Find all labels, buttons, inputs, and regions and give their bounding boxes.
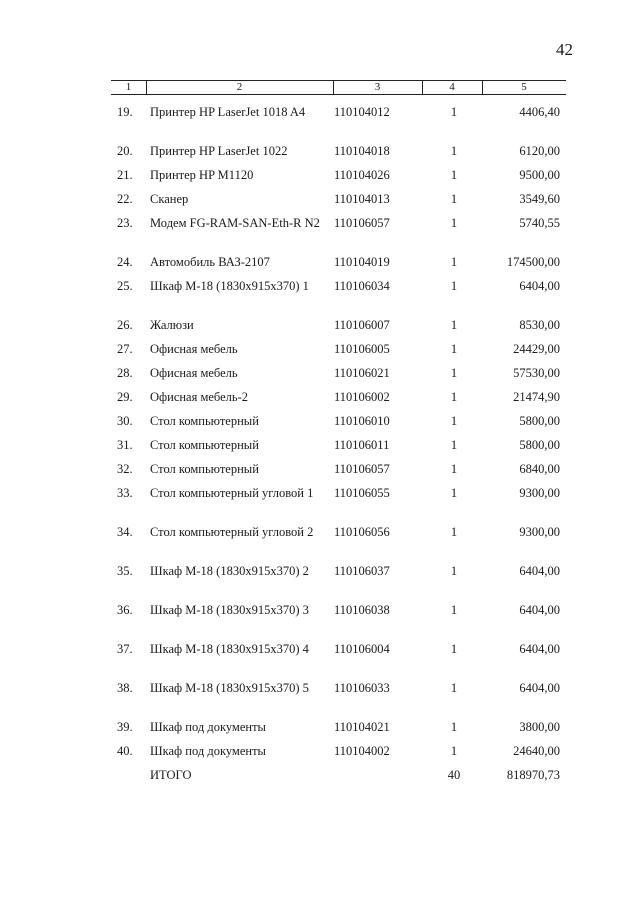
total-label: ИТОГО — [150, 768, 192, 782]
item-name: Шкаф М-18 (1830x915x370) 3 — [150, 603, 309, 617]
item-name: Стол компьютерный — [150, 438, 259, 452]
row-number: 33. — [117, 486, 133, 500]
amount: 6404,00 — [519, 681, 560, 695]
row-number: 27. — [117, 342, 133, 356]
amount: 6404,00 — [519, 279, 560, 293]
quantity: 1 — [450, 525, 458, 539]
header-col-3: 3 — [374, 81, 381, 93]
item-name: Стол компьютерный угловой 1 — [150, 486, 314, 500]
row-number: 40. — [117, 744, 133, 758]
inventory-code: 110106056 — [334, 525, 390, 539]
amount: 24429,00 — [513, 342, 560, 356]
table-row — [0, 105, 640, 144]
amount: 4406,40 — [519, 105, 560, 119]
table-row — [0, 366, 640, 390]
quantity: 1 — [450, 192, 458, 206]
quantity: 1 — [450, 414, 458, 428]
row-number: 39. — [117, 720, 133, 734]
item-name: Офисная мебель-2 — [150, 390, 249, 404]
quantity: 1 — [450, 105, 458, 119]
item-name: Жалюзи — [150, 318, 194, 332]
quantity: 1 — [450, 168, 458, 182]
amount: 6404,00 — [519, 564, 560, 578]
table-header — [111, 80, 566, 95]
inventory-code: 110104021 — [334, 720, 390, 734]
inventory-code: 110106010 — [334, 414, 390, 428]
inventory-code: 110106011 — [334, 438, 390, 452]
amount: 5800,00 — [519, 438, 560, 452]
table-row — [0, 390, 640, 414]
row-number: 35. — [117, 564, 133, 578]
amount: 3800,00 — [519, 720, 560, 734]
inventory-code: 110106007 — [334, 318, 390, 332]
inventory-code: 110106055 — [334, 486, 390, 500]
table-row — [0, 168, 640, 192]
row-number: 21. — [117, 168, 133, 182]
inventory-code: 110106057 — [334, 462, 390, 476]
amount: 6404,00 — [519, 642, 560, 656]
item-name: Сканер — [150, 192, 189, 206]
amount: 6120,00 — [519, 144, 560, 158]
header-col-4: 4 — [449, 81, 455, 93]
quantity: 1 — [450, 390, 458, 404]
amount: 5740,55 — [519, 216, 560, 230]
quantity: 1 — [450, 564, 458, 578]
item-name: Шкаф под документы — [150, 720, 266, 734]
amount: 174500,00 — [506, 255, 560, 269]
item-name: Принтер HP LaserJet 1022 — [150, 144, 288, 158]
item-name: Офисная мебель — [150, 366, 238, 380]
quantity: 1 — [450, 642, 458, 656]
table-row — [0, 144, 640, 168]
item-name: Стол компьютерный угловой 2 — [150, 525, 314, 539]
row-number: 26. — [117, 318, 133, 332]
table-row — [0, 681, 640, 720]
amount: 5800,00 — [519, 414, 560, 428]
item-name: Принтер HP M1120 — [150, 168, 254, 182]
item-name: Стол компьютерный — [150, 462, 259, 476]
inventory-code: 110104012 — [334, 105, 390, 119]
row-number: 32. — [117, 462, 133, 476]
inventory-code: 110106002 — [334, 390, 390, 404]
quantity: 1 — [450, 318, 458, 332]
row-number: 37. — [117, 642, 133, 656]
inventory-code: 110106057 — [334, 216, 390, 230]
table-row — [0, 486, 640, 525]
table-row — [0, 216, 640, 255]
item-name: Шкаф под документы — [150, 744, 266, 758]
table-row — [0, 744, 640, 768]
header-col-5: 5 — [521, 81, 527, 93]
row-number: 28. — [117, 366, 133, 380]
inventory-code: 110106037 — [334, 564, 390, 578]
inventory-code: 110106005 — [334, 342, 390, 356]
quantity: 1 — [450, 366, 458, 380]
row-number: 23. — [117, 216, 133, 230]
header-col-1: 1 — [125, 81, 132, 93]
inventory-code: 110106021 — [334, 366, 390, 380]
inventory-code: 110104013 — [334, 192, 390, 206]
row-number: 31. — [117, 438, 133, 452]
quantity: 1 — [450, 216, 458, 230]
row-number: 30. — [117, 414, 133, 428]
total-amount: 818970,73 — [506, 768, 560, 782]
table-row — [0, 564, 640, 603]
quantity: 1 — [450, 720, 458, 734]
quantity: 1 — [450, 279, 458, 293]
amount: 57530,00 — [513, 366, 560, 380]
item-name: Модем FG-RAM-SAN-Eth-R N2 — [150, 216, 320, 230]
row-number: 20. — [117, 144, 133, 158]
item-name: Шкаф М-18 (1830x915x370) 1 — [150, 279, 309, 293]
item-name: Принтер HP LaserJet 1018 A4 — [150, 105, 306, 119]
table-row — [0, 603, 640, 642]
table-row — [0, 720, 640, 744]
item-name: Стол компьютерный — [150, 414, 259, 428]
item-name: Шкаф М-18 (1830x915x370) 5 — [150, 681, 309, 695]
table-row — [0, 438, 640, 462]
row-number: 24. — [117, 255, 133, 269]
table-row — [0, 342, 640, 366]
quantity: 1 — [450, 462, 458, 476]
amount: 9300,00 — [519, 486, 560, 500]
quantity: 1 — [450, 744, 458, 758]
table-row — [0, 525, 640, 564]
total-quantity: 40 — [447, 768, 461, 782]
row-number: 25. — [117, 279, 133, 293]
table-row — [0, 642, 640, 681]
amount: 24640,00 — [513, 744, 560, 758]
inventory-code: 110106038 — [334, 603, 390, 617]
inventory-code: 110104026 — [334, 168, 390, 182]
row-number: 19. — [117, 105, 133, 119]
table-row — [0, 462, 640, 486]
amount: 3549,60 — [519, 192, 560, 206]
amount: 9500,00 — [519, 168, 560, 182]
amount: 6404,00 — [519, 603, 560, 617]
table-row — [0, 192, 640, 216]
table-body — [0, 105, 640, 792]
amount: 6840,00 — [519, 462, 560, 476]
header-col-2: 2 — [236, 81, 243, 93]
table-row — [0, 318, 640, 342]
total-row — [0, 768, 640, 792]
item-name: Офисная мебель — [150, 342, 238, 356]
amount: 9300,00 — [519, 525, 560, 539]
row-number: 34. — [117, 525, 133, 539]
quantity: 1 — [450, 255, 458, 269]
item-name: Шкаф М-18 (1830x915x370) 2 — [150, 564, 309, 578]
quantity: 1 — [450, 342, 458, 356]
row-number: 38. — [117, 681, 133, 695]
inventory-code: 110106004 — [334, 642, 390, 656]
inventory-code: 110106034 — [334, 279, 390, 293]
inventory-code: 110104002 — [334, 744, 390, 758]
item-name: Автомобиль ВАЗ-2107 — [150, 255, 270, 269]
table-row — [0, 279, 640, 318]
amount: 21474,90 — [513, 390, 560, 404]
page-number: 42 — [556, 40, 573, 59]
row-number: 29. — [117, 390, 133, 404]
row-number: 22. — [117, 192, 133, 206]
table-row — [0, 414, 640, 438]
item-name: Шкаф М-18 (1830x915x370) 4 — [150, 642, 309, 656]
quantity: 1 — [450, 438, 458, 452]
quantity: 1 — [450, 603, 458, 617]
quantity: 1 — [450, 486, 458, 500]
quantity: 1 — [450, 681, 458, 695]
inventory-code: 110104018 — [334, 144, 390, 158]
amount: 8530,00 — [519, 318, 560, 332]
row-number: 36. — [117, 603, 133, 617]
inventory-code: 110104019 — [334, 255, 390, 269]
quantity: 1 — [450, 144, 458, 158]
inventory-code: 110106033 — [334, 681, 390, 695]
table-row — [0, 255, 640, 279]
